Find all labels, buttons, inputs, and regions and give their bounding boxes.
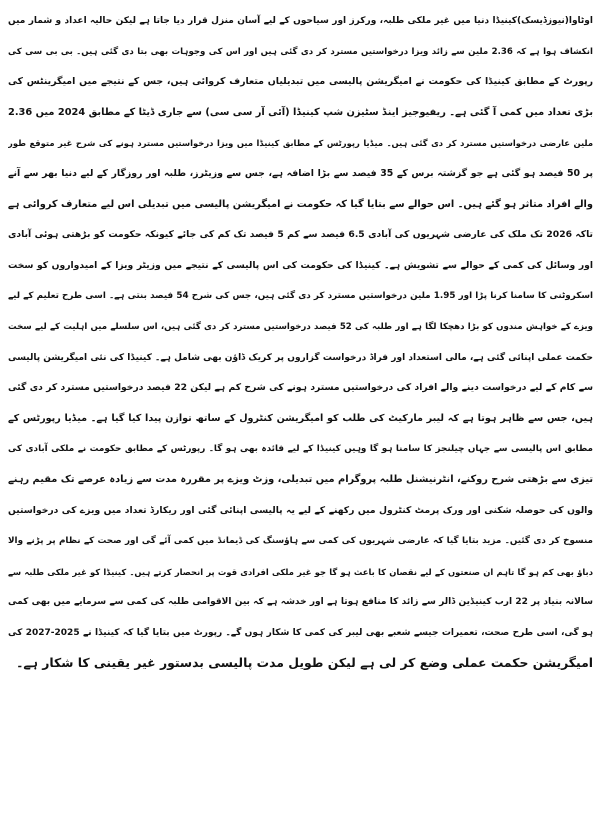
article-line: اور وسائل کی کمی کے حوالے سے تشویش ہے۔ کینیڈا کی حکومت کی اس پالیسی کے نتیجے میں وزیٹر ویزا کے امیدواروں کو سخت <box>8 259 593 271</box>
article-line: منسوخ کر دی گئیں۔ مزید بتایا گیا کہ عارضی شہریوں کی کمی سے ہاؤسنگ کی ڈیمانڈ میں کمی آئے گی اور صحت کے نظام پر پڑنے والا <box>8 536 593 547</box>
article-line: ویزے کے خواہش مندوں کو بڑا دھچکا لگا ہے اور طلبہ کی 52 فیصد درخواستیں مسترد کر دی گئی ہیں، اس سلسلے میں اہلیت کے لیے سخت <box>8 321 593 332</box>
article-line: تیزی سے بڑھتی شرح روکنے، انٹرنیشنل طلبہ پروگرام میں تبدیلی، وزٹ ویزے پر مقررہ مدت سے زیادہ عرصے تک مقیم رہنے <box>8 473 593 485</box>
article-line: سے کام کے لیے درخواست دینے والے افراد کی درخواستیں مسترد ہونے کی شرح کم ہے لیکن 22 فیصد درخواستیں مسترد کر دی گئی <box>8 382 593 394</box>
article-line: والے افراد متاثر ہو گئے ہیں۔ اس حوالے سے بتایا گیا کہ حکومت نے امیگریشن پالیسی میں تبدیلی اس لیے متعارف کروائی ہے <box>8 198 593 210</box>
article-line: سالانہ بنیاد پر 22 ارب کینیڈین ڈالر سے زائد کا منافع ہوتا ہے اور خدشہ ہے کہ بین الاقوامی طلبہ کی کمی سے سرمایے میں بھی کمی <box>8 597 593 608</box>
article-line: ہیں، جس سے ظاہر ہوتا ہے کہ لیبر مارکیٹ کی طلب کو امیگریشن کنٹرول کے ساتھ توازن پیدا کیا گیا ہے۔ میڈیا رپورٹس کے <box>8 412 593 424</box>
article-line: ہو گی، اسی طرح صحت، تعمیرات جیسے شعبے بھی لیبر کی کمی کا شکار ہوں گے۔ رپورٹ میں بتایا گیا کہ کینیڈا نے 2025-2027 کی <box>8 627 593 638</box>
article-line: انکشاف ہوا ہے کہ 2.36 ملین سے زائد ویزا درخواستیں مسترد کر دی گئی ہیں اور اس کی وجوہات بھی بتا دی گئی ہیں۔ بی بی سی کی <box>8 46 593 57</box>
article-line: دباؤ بھی کم ہو گا تاہم ان صنعتوں کے لیے نقصان کا باعث ہو گا جو غیر ملکی افرادی قوت پر انحصار کرتے ہیں۔ کینیڈا کو غیر ملکی طلبہ سے <box>8 566 593 577</box>
article-line: اوٹاوا(نیوزڈیسک)کینیڈا دنیا میں غیر ملکی طلبہ، ورکرز اور سیاحوں کے لیے آسان منزل قرار دیا جاتا ہے لیکن حالیہ اعداد و شمار میں <box>8 16 593 26</box>
article-line: اسکروٹنی کا سامنا کرنا پڑا اور 1.95 ملین درخواستیں مسترد کر دی گئی ہیں، جس کی شرح 54 فیصد بنتی ہے۔ اسی طرح تعلیم کے لیے <box>8 291 593 302</box>
article-line: بڑی تعداد میں کمی آ گئی ہے۔ ریفیوجیز اینڈ سٹیزن شپ کینیڈا (آئی آر سی سی) سے جاری ڈیٹا کے مطابق 2024 میں 2.36 <box>8 106 593 118</box>
article-line: ملین عارضی درخواستیں مسترد کر دی گئی ہیں۔ میڈیا رپورٹس کے مطابق کینیڈا میں ویزا درخواستیں مسترد ہونے کی شرح غیر متوقع طور <box>8 138 593 149</box>
article-line: امیگریشن حکمت عملی وضع کر لی ہے لیکن طویل مدت پالیسی بدستور غیر یقینی کا شکار ہے۔ <box>16 655 593 671</box>
article-line: والوں کی حوصلہ شکنی اور ورک پرمٹ کنٹرول میں رکھنے کے لیے یہ پالیسی اپنائی گئی اور ریکارڈ تعداد میں ویزے کی درخواستیں <box>8 504 593 516</box>
article-line: مطابق اس پالیسی سے جہاں چیلنجز کا سامنا ہو گا وہیں کینیڈا کے لیے فائدہ بھی ہو گا۔ رپورٹس کے مطابق حکومت نے ملکی آبادی کی <box>8 444 593 455</box>
article-line: تاکہ 2026 تک ملک کی عارضی شہریوں کی آبادی 6.5 فیصد سے کم 5 فیصد تک کم کی جائے کیونکہ حکومت کو بڑھتی ہوئی آبادی <box>8 229 593 241</box>
article-line: حکمت عملی اپنائی گئی ہے، مالی استعداد اور فراڈ درخواست گزاروں پر کریک ڈاؤن بھی شامل ہے۔ کینیڈا کی نئی امیگریشن پالیسی <box>8 352 593 363</box>
article-line: پر 50 فیصد ہو گئی ہے جو گزشتہ برس کے 35 فیصد سے بڑا اضافہ ہے، جس سے وزیٹرز، طلبہ اور روزگار کے لیے دنیا بھر سے آنے <box>8 167 593 179</box>
article-line: رپورٹ کے مطابق کینیڈا کی حکومت نے امیگریشن پالیسی میں تبدیلیاں متعارف کروائی ہیں، جس کے نتیجے میں امیگرینٹس کی <box>8 76 593 88</box>
